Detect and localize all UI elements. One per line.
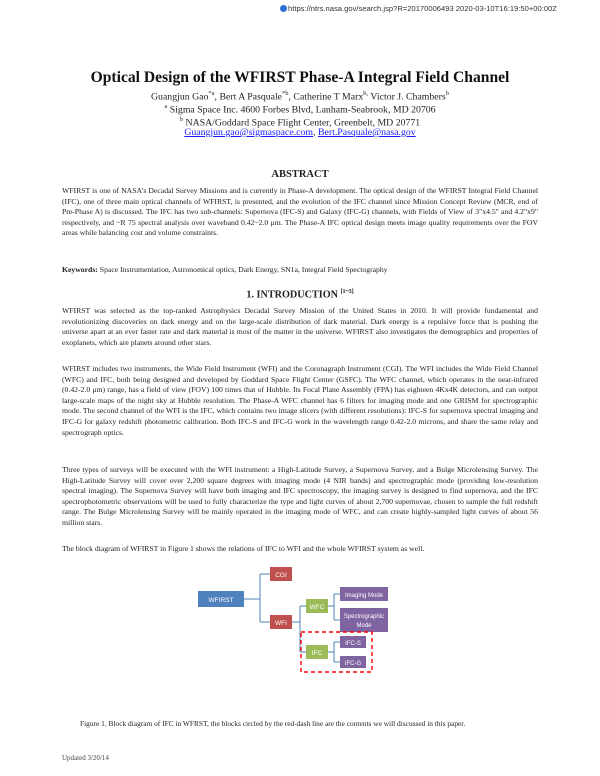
section-heading-introduction: 1. INTRODUCTION [1~3] (246, 289, 354, 301)
ntrs-icon (280, 5, 287, 12)
label-cgi: CGI (275, 572, 287, 579)
abstract-body: WFIRST is one of NASA’s Decadal Survey Missions and is currently in Phase-A development. The optical design of the WFIRST Integral Field Channel (IFC), one of three main optical channels of WFIRST, is presented, and the evolution of the IFC channel since Mission Concept Review (MCR, end of Pre-Phase A) is discussed. The IFC has two sub-channels: Supernova (IFC-S) and Galaxy (IFC-G) channels, with Fields of View of 3"x4.5" and 4.2"x9" respectively, and ~R 75 spectral analysis over waveband 0.42~2.0 μm. The Phase-A IFC optical design meets image quality requirements over the FOV areas while balancing cost and volume constraints. (62, 186, 538, 238)
label-ifc: IFC (311, 650, 323, 657)
label-wfi: WFI (275, 620, 287, 627)
label-ifc-g: IFC-G (344, 661, 362, 667)
email-link-pasquale[interactable]: Bert.Pasquale@nasa.gov (317, 127, 416, 138)
label-wfc: WFC (309, 604, 325, 611)
wfirst-block-diagram (188, 566, 412, 706)
paper-title: Optical Design of the WFIRST Phase-A Integral Field Channel (90, 69, 510, 86)
figure-1-caption: Figure 1. Block diagram of IFC in WFRST, the blocks circled by the red-dash line are the contents we will discussed in this paper. (80, 719, 466, 728)
intro-paragraph-2: WFIRST includes two instruments, the Wide Field Instrument (WFI) and the Coronagraph Instrument (CGI). The WFI includes the Wide Field Channel (WFC) and IFC, both being designed and developed by Goddard Space Flight Center (GSFC). The WFC channel, which operates in the near-infrared (0.42-2.0 μm) range, has a field of view (FOV) 100 times that of Hubble. Its Focal Plane Assembly (FPA) has eighteen 4Kx4K detectors, and can output large-scale maps of the night sky at Hubble resolution. The Phase-A WFC channel has 6 filters for imaging mode and one GRISM for spectrographic mode. The second channel of the WFI is the IFC, which contains two image slicers (with different resolutions): IFC-S for supernova spectral imaging and IFC-G for galaxy redshift photometric calibration. Both IFC-S and IFC-G work in the wavelength range 0.42-2.0 microns, and share the same relay and spectrograph optics. (62, 364, 538, 437)
source-url-line: https://ntrs.nasa.gov/search.jsp?R=20170006493 2020-03-10T16:19:50+00:00Z (280, 4, 557, 13)
keywords-line: Keywords: Space Instrumentation, Astronomical optics, Dark Energy, SN1a, Integral Field Spectography (62, 265, 388, 274)
email-line: Guangjun.gao@sigmaspace.com, Bert.Pasquale@nasa.gov (184, 127, 416, 138)
affiliation-b: $^b$ NASA/Goddard Space Flight Center, Greenbelt, MD 20771 (179, 116, 421, 129)
abstract-heading: ABSTRACT (271, 169, 329, 180)
label-mode: Mode (356, 623, 372, 629)
affiliation-a: $^a$ Sigma Space Inc. 4600 Forbes Blvd, Lanham-Seabrook, MD 20706 (164, 103, 436, 116)
intro-paragraph-4: The block diagram of WFIRST in Figure 1 shows the relations of IFC to WFI and the whole WFIRST system as well. (62, 544, 425, 553)
label-imaging-mode: Imaging Mode (344, 593, 384, 599)
label-wfirst: WFIRST (208, 597, 234, 604)
footer-updated: Updated 3/20/14 (62, 754, 109, 762)
author-line: Guangjun Gao$^{*a}$, Bert A Pasquale$^{*b}$, Catherine T Marx$^{b,}$ Victor J. Chambers$^b$ (150, 90, 449, 103)
label-spectrographic: Spectrographic (343, 614, 385, 620)
email-link-gao[interactable]: Guangjun.gao@sigmaspace.com (184, 127, 314, 138)
intro-paragraph-1: WFIRST was selected as the top-ranked Astrophysics Decadal Survey Mission of the United States in 2010. It will provide fundamental and revolutionizing discoveries on dark energy and on the large-scale distribution of dark material. Dark energy is a repulsive force that is pushing the universe apart at an ever faster rate and dark material is most of the matter in the universe. WFIRST also investigates the demographics and properties of exoplanets, which are planets around other stars. (62, 306, 538, 347)
label-ifc-s: IFC-S (345, 641, 361, 647)
intro-paragraph-3: Three types of surveys will be executed with the WFI instrument: a High-Latitude Survey, a Supernova Survey, and a Bulge Microlensing Survey. The High-Latitude Survey will cover over 2,200 square degrees with imaging mode (4 NIR bands) and spectrographic mode (providing low-resolution spectral imaging). The Supernova Survey will have both imaging and IFC spectroscopy, the imaging survey is designed to find supernova, and the IFC spectrophotometric observations will be used to fully characterize the type and light curves of about 2,700 supernovae, chosen to sample the full redshift range. The Bulge Microlensing Survey will be mainly operated in the imaging mode of WFC, and can create highly-sampled light curves of about 56 million stars. (62, 465, 538, 527)
